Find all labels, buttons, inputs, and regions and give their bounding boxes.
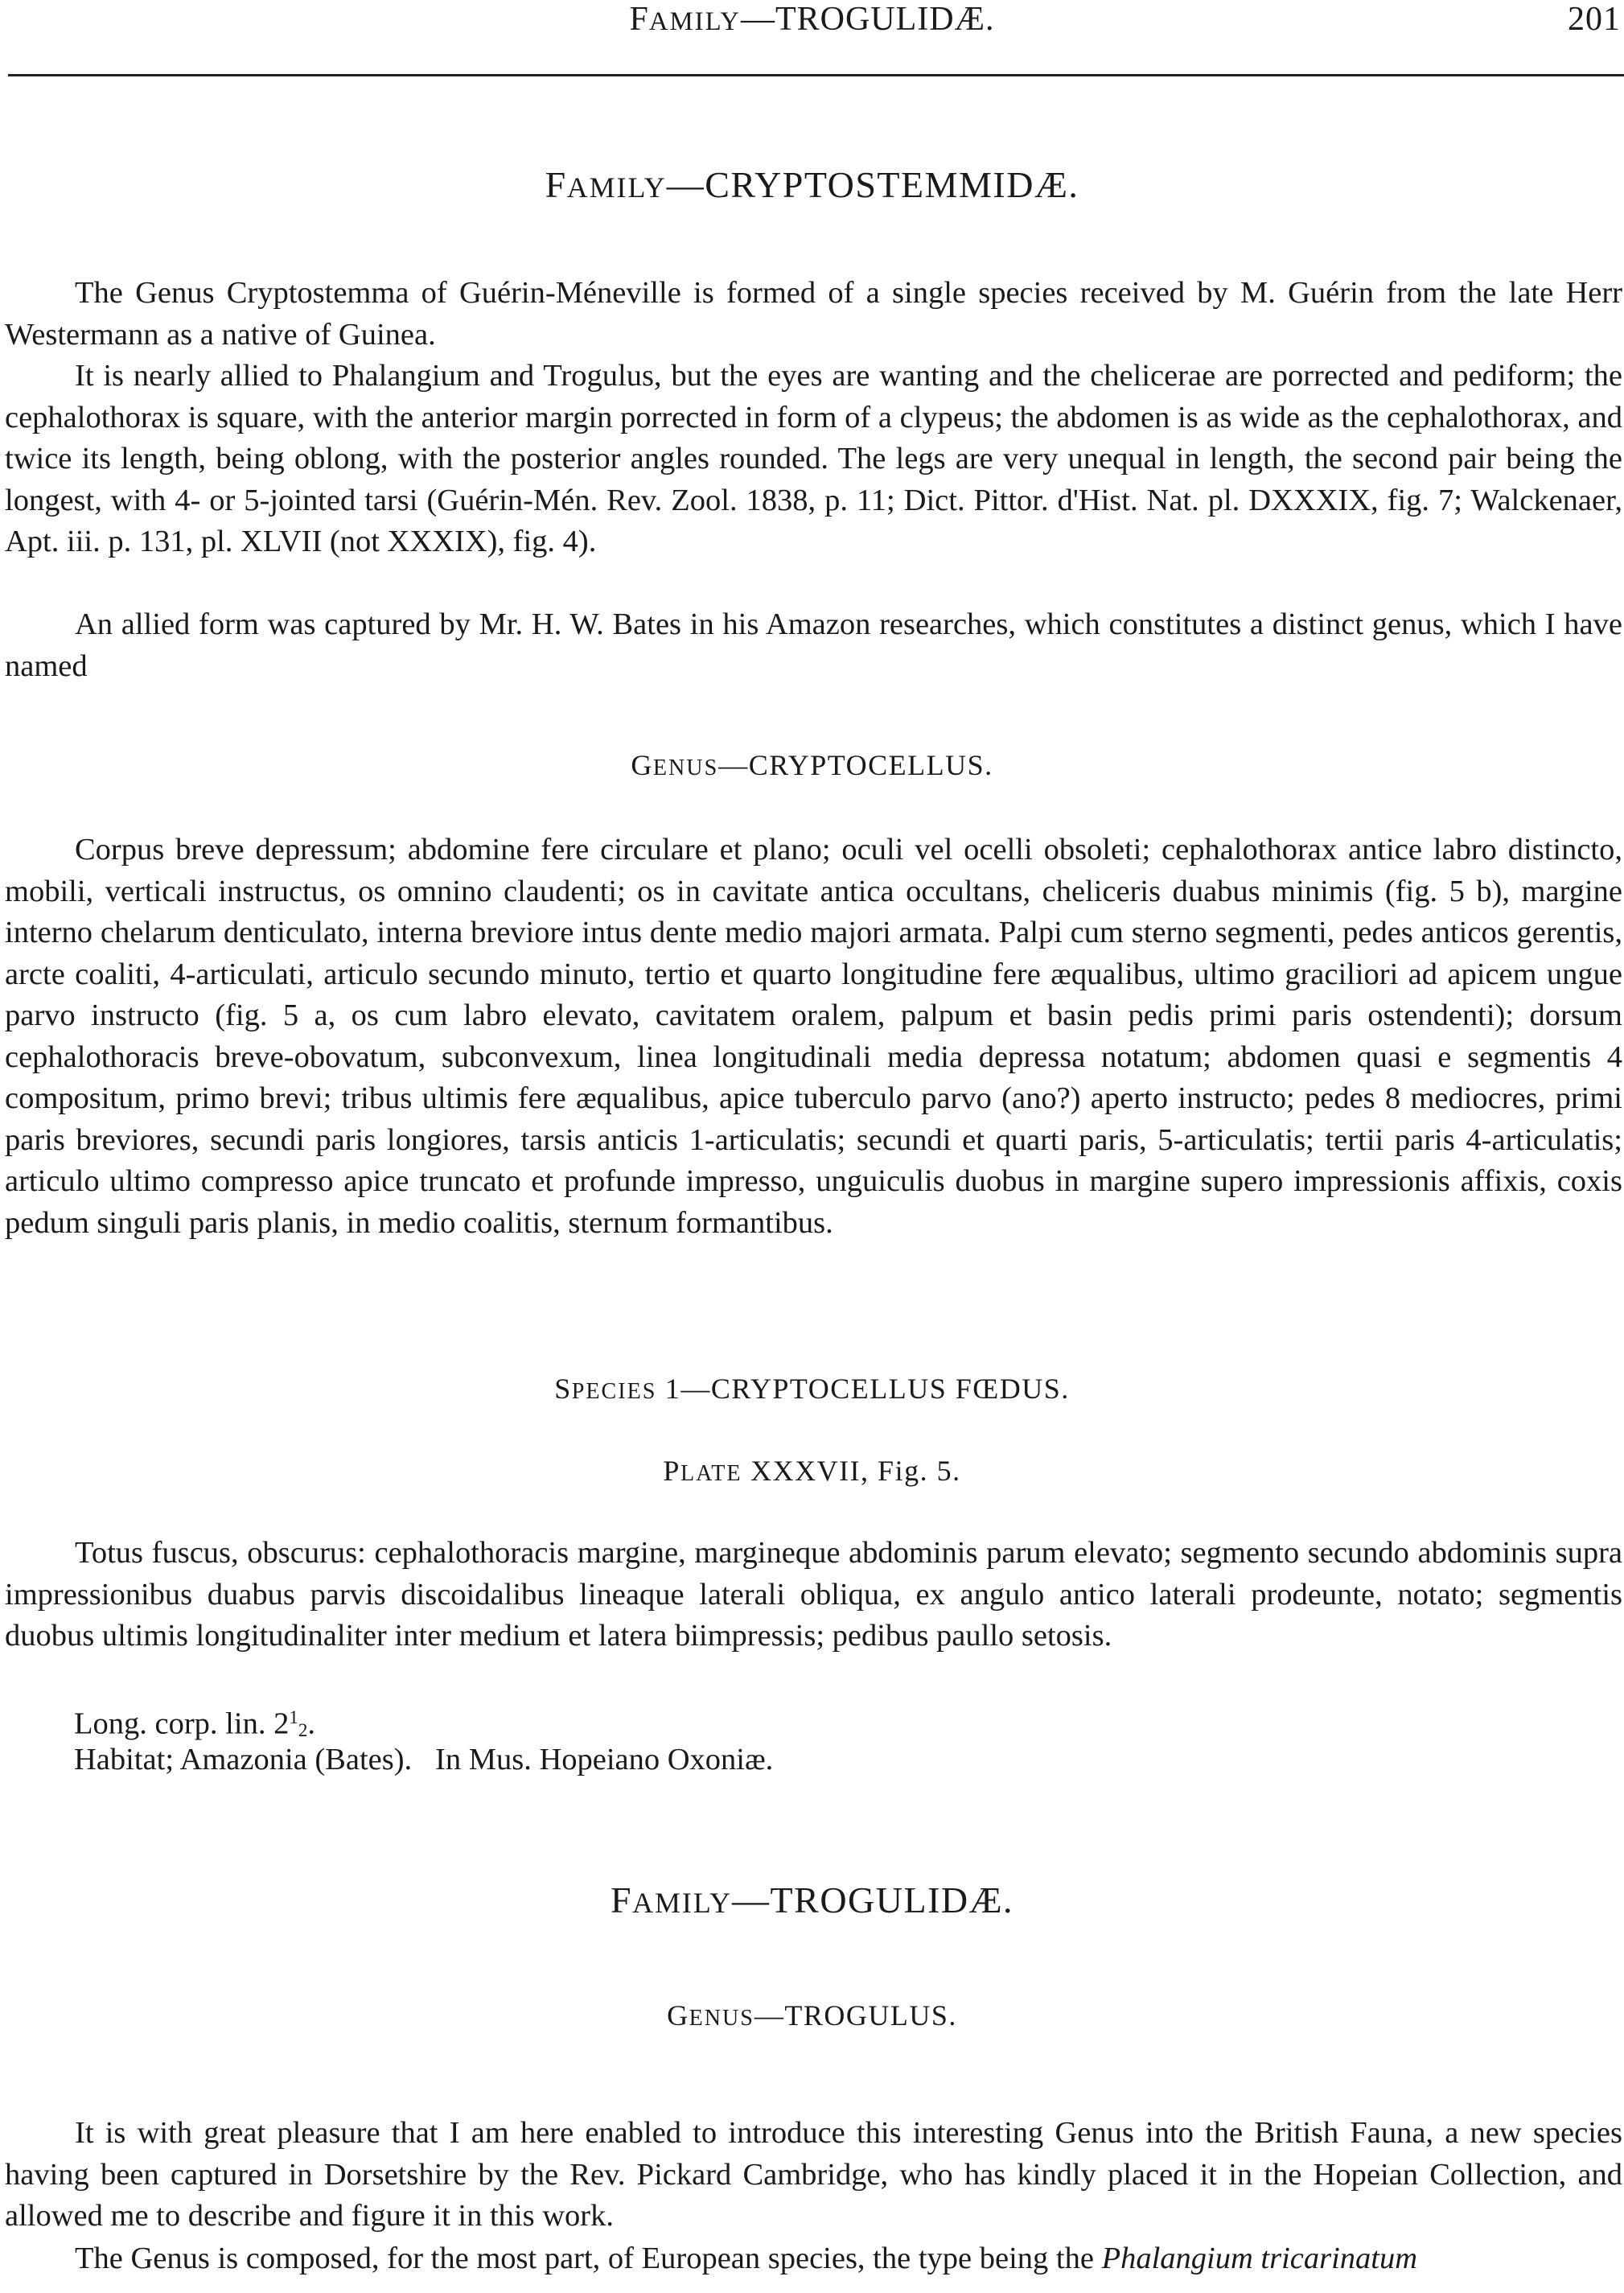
plate-reference: PLATE XXXVII, Fig. 5. — [663, 1455, 961, 1487]
body-length-fraction-numerator: 1 — [289, 1706, 298, 1727]
species-heading: SPECIES 1—CRYPTOCELLUS FŒDUS. — [554, 1373, 1070, 1405]
family-trogulidae-heading: FAMILY—TROGULIDÆ. — [610, 1879, 1014, 1920]
family-cryptostemmidae-heading: FAMILY—CRYPTOSTEMMIDÆ. — [545, 164, 1079, 205]
cryptostemmidae-paragraph-1: The Genus Cryptostemma of Guérin-Méneville is formed of a single species received by M. Guérin from the late Herr Westermann as a native of Guinea. — [5, 276, 1622, 352]
trogulidae-paragraph-2 — [5, 2238, 1622, 2280]
page-number: 201 — [1568, 1, 1621, 38]
genus-cryptocellus-heading: GENUS—CRYPTOCELLUS. — [631, 749, 993, 781]
cryptostemmidae-paragraph-2: It is nearly allied to Phalangium and Trogulus, but the eyes are wanting and the chelicerae are porrected and pediform; the cephalothorax is square, with the anterior margin porrected in form of a clypeus; the abdomen is as wide as the cephalothorax, and twice its length, being oblong, with the posterior angles rounded. The legs are very unequal in length, the second pair being the longest, with 4- or 5-jointed tarsi (Guérin-Mén. Rev. Zool. 1838, p. 11; Dict. Pittor. d'Hist. Nat. pl. DXXXIX, fig. 7; Walckenaer, Apt. iii. p. 131, pl. XLVII (not XXXIX), fig. 4). — [5, 359, 1622, 558]
species-name-italic: Phalangium tricarinatum — [1101, 2242, 1418, 2275]
cryptostemmidae-paragraph-3: An allied form was captured by Mr. H. W. Bates in his Amazon researches, which constitutes a distinct genus, which I have named — [5, 607, 1622, 683]
cryptocellus-description: Corpus breve depressum; abdomine fere circulare et plano; oculi vel ocelli obsoleti; cephalothorax antice labro distincto, mobili, verticali instructus, os omnino claudenti; os in cavitate antica occultans, cheliceris duabus minimis (fig. 5 b), margine interno chelarum denticulato, interna breviore intus dente medio majori armata. Palpi cum sterno segmenti, pedes anticos gerentis, arcte coaliti, 4-articulati, articulo secundo minuto, tertio et quarto longitudine fere æqualibus, ultimo graciliori ad apicem ungue parvo instructo (fig. 5 a, os cum labro elevato, cavitatem oralem, palpum et basin pedis primi paris ostendenti); dorsum cephalothoracis breve-obovatum, subconvexum, linea longitudinali media depressa notatum; abdomen quasi e segmentis 4 compositum, primo brevi; tribus ultimis fere æqualibus, apice tuberculo parvo (ano?) aperto instructo; pedes 8 mediocres, primi paris breviores, secundi paris longiores, tarsis anticis 1-articulatis; secundi et quarti paris, 5-articulatis; tertii paris 4-articulatis; articulo ultimo compresso apice truncato et profunde impresso, unguiculis duobus in margine supero impressionis affixis, coxis pedum singuli paris planis, in medio coalitis, sternum formantibus. — [5, 833, 1622, 1240]
running-head — [0, 0, 1624, 45]
trogulidae-paragraph-1: It is with great pleasure that I am here enabled to introduce this interesting Genus into the British Fauna, a new species having been captured in Dorsetshire by the Rev. Pickard Cambridge, who has kindly placed it in the Hopeian Collection, and allowed me to describe and figure it in this work. — [5, 2116, 1622, 2233]
running-head-title: FAMILY—TROGULIDÆ. — [629, 1, 995, 38]
body-length-text: Long. corp. lin. 2 — [74, 1706, 290, 1741]
genus-trogulus-heading: GENUS—TROGULUS. — [667, 1999, 957, 2032]
habitat-line: Habitat; Amazonia (Bates). In Mus. Hopeiano Oxoniæ. — [74, 1743, 774, 1776]
body-length-suffix: . — [307, 1706, 316, 1741]
trogulidae-paragraph-2-text: The Genus is composed, for the most part, of European species, the type being the — [75, 2242, 1102, 2275]
header-rule — [8, 74, 1624, 76]
body-length-fraction-denominator: 2 — [298, 1719, 308, 1741]
species-description: Totus fuscus, obscurus: cephalothoracis margine, margineque abdominis parum elevato; segmento secundo abdominis supra impressionibus duabus parvis discoidalibus lineaque laterali obliqua, ex angulo antico laterali prodeunte, notato; segmentis duobus ultimis longitudinaliter inter medium et latera biimpressis; pedibus paullo setosis. — [5, 1536, 1622, 1653]
